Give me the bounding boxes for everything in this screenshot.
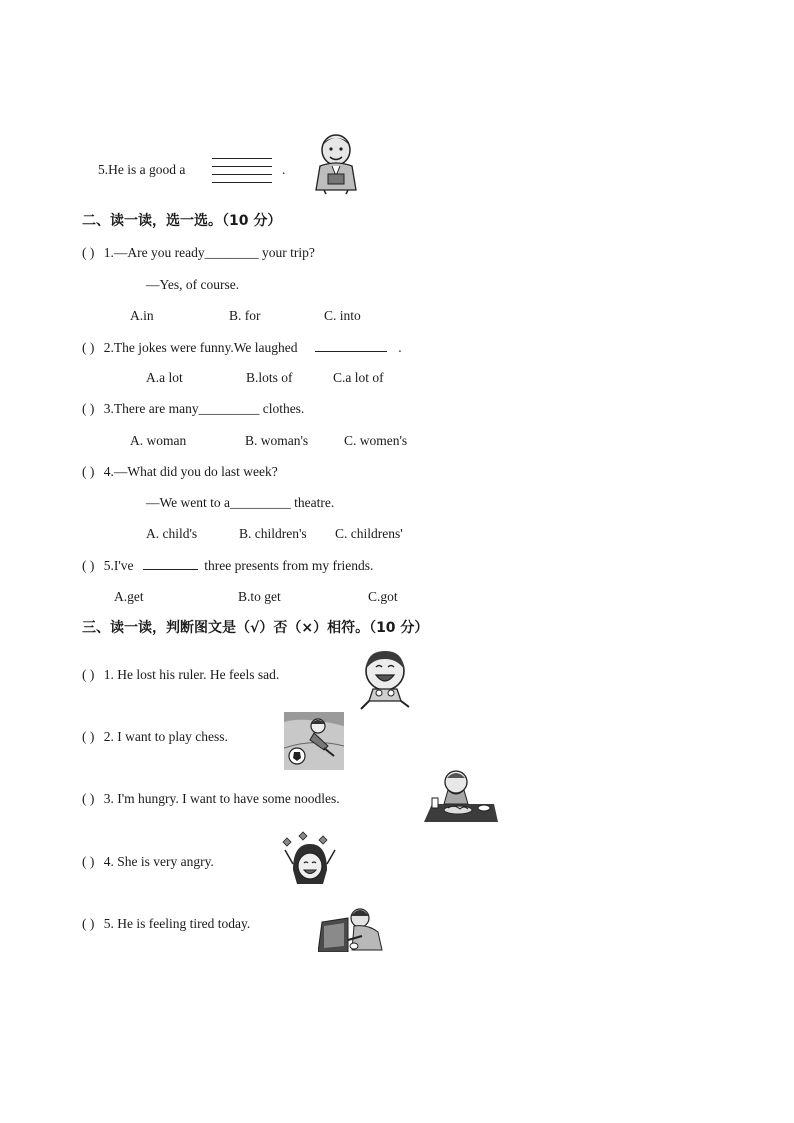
s3-item-2: [82, 728, 228, 746]
s2-q4-option-c: C. childrens': [335, 526, 403, 541]
answer-bracket[interactable]: ( ): [82, 729, 95, 744]
s2-q4-option-b: B. children's: [239, 526, 307, 541]
s2-q5-stem-end: three presents from my friends.: [204, 558, 374, 573]
s2-q5-option-b: B.to get: [238, 589, 281, 604]
s2-q4: [82, 463, 278, 481]
answer-bracket[interactable]: ( ): [82, 401, 95, 416]
s2-q3-option-a: A. woman: [130, 433, 187, 448]
s2-q2-period: .: [398, 340, 402, 355]
s2-q1-option-b: B. for: [229, 308, 261, 323]
section3-heading: 三、读一读，判断图文是（√）否（×）相符。（10 分）: [82, 620, 429, 636]
s3-item-4-text: 4. She is very angry.: [103, 854, 214, 869]
s2-q4-response: —We went to a_________ theatre.: [146, 495, 335, 510]
s2-q3-option-b: B. woman's: [245, 433, 309, 448]
s3-item-5: [82, 915, 250, 933]
s3-item-5-text: 5. He is feeling tired today.: [103, 916, 251, 931]
answer-bracket[interactable]: ( ): [82, 340, 95, 355]
q5-text: 5.He is a good a: [98, 162, 186, 177]
s2-q5-option-a: A.get: [114, 589, 144, 604]
teacher-illustration-icon: [306, 132, 366, 196]
s2-q2-option-c: C.a lot of: [333, 370, 384, 385]
s3-item-1-text: 1. He lost his ruler. He feels sad.: [103, 667, 280, 682]
s2-q3-stem: 3.There are many_________ clothes.: [103, 401, 305, 416]
answer-bracket[interactable]: ( ): [82, 854, 95, 869]
s2-q5-blank[interactable]: [143, 556, 198, 570]
s2-q5-option-c: C.got: [368, 589, 398, 604]
answer-bracket[interactable]: ( ): [82, 245, 95, 260]
laughing-boy-icon: [357, 647, 413, 715]
s3-item-3: [82, 790, 340, 808]
s2-q1-response: —Yes, of course.: [146, 277, 240, 292]
q5-period: .: [282, 162, 286, 177]
boy-playing-football-icon: [284, 712, 344, 770]
s2-q2-option-b: B.lots of: [246, 370, 293, 385]
s2-q4-stem: 4.—What did you do last week?: [103, 464, 278, 479]
s2-q2-blank[interactable]: [315, 338, 387, 352]
answer-bracket[interactable]: ( ): [82, 464, 95, 479]
s2-q1-stem: 1.—Are you ready________ your trip?: [103, 245, 315, 260]
smiling-girl-icon: [279, 830, 341, 886]
man-eating-noodles-icon: [424, 768, 498, 824]
answer-bracket[interactable]: ( ): [82, 667, 95, 682]
s2-q1-option-a: A.in: [130, 308, 154, 323]
s3-item-2-text: 2. I want to play chess.: [103, 729, 228, 744]
section2-heading: 二、读一读，选一选。（10 分）: [82, 213, 282, 229]
s2-q2-option-a: A.a lot: [146, 370, 183, 385]
s2-q5-stem: 5.I've: [103, 558, 134, 573]
s3-item-1: [82, 666, 279, 684]
q5-line: [98, 161, 185, 179]
tired-man-at-computer-icon: [318, 906, 384, 952]
s2-q3-option-c: C. women's: [344, 433, 408, 448]
answer-bracket[interactable]: ( ): [82, 558, 95, 573]
s2-q2: [82, 338, 402, 357]
s2-q1-option-c: C. into: [324, 308, 361, 323]
s2-q5: [82, 556, 373, 575]
s3-item-3-text: 3. I'm hungry. I want to have some noodles.: [103, 791, 340, 806]
s2-q4-option-a: A. child's: [146, 526, 198, 541]
answer-bracket[interactable]: ( ): [82, 791, 95, 806]
s2-q2-stem: 2.The jokes were funny.We laughed: [103, 340, 298, 355]
answer-bracket[interactable]: ( ): [82, 916, 95, 931]
s2-q3: [82, 400, 304, 418]
s2-q1: [82, 244, 315, 262]
s3-item-4: [82, 853, 214, 871]
